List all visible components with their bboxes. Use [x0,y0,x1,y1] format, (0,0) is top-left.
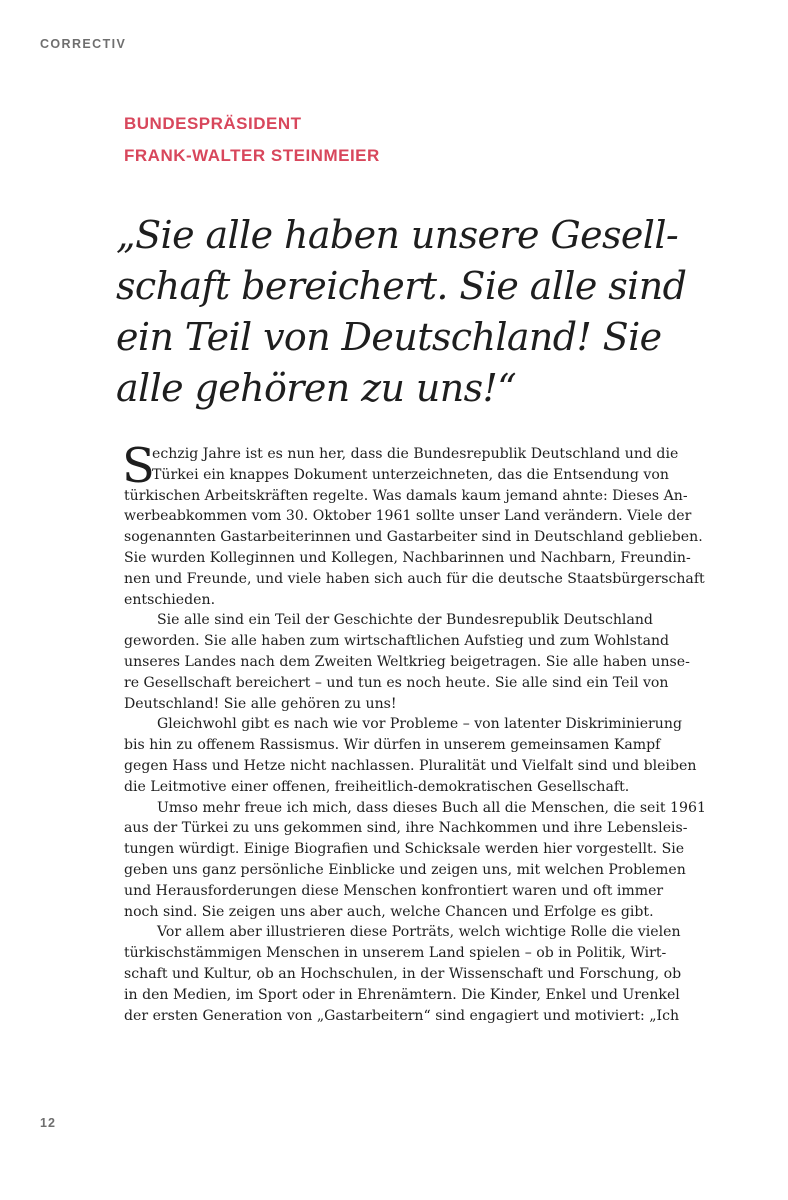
body-line: Türkei ein knappes Dokument unterzeichneten, das die Entsendung von [152,466,669,483]
body-line: echzig Jahre ist es nun her, dass die Bundesrepublik Deutschland und die [152,446,679,462]
body-line: geworden. Sie alle haben zum wirtschaftlichen Aufstieg und zum Wohlstand [124,633,670,650]
kicker-name: FRANK-WALTER STEINMEIER [124,146,380,165]
body-line: in den Medien, im Sport oder in Ehrenämtern. Die Kinder, Enkel und Urenkel [124,986,680,1003]
body-line: sogenannten Gastarbeiterinnen und Gastarbeiter sind in Deutschland geblieben. [124,529,703,546]
body-line: re Gesellschaft bereichert – und tun es noch heute. Sie alle sind ein Teil von [124,674,669,691]
headline-quote [116,210,766,414]
drop-cap: S [122,438,155,494]
body-line: Sie wurden Kolleginnen und Kollegen, Nachbarinnen und Nachbarn, Freundin- [124,549,691,566]
running-head: CORRECTIV [40,37,127,51]
body-line: die Leitmotive einer offenen, freiheitlich-demokratischen Gesellschaft. [124,778,630,795]
body-line: und Herausforderungen diese Menschen konfrontiert waren und oft immer [124,882,664,899]
body-line: der ersten Generation von „Gastarbeitern“ sind engagiert und motiviert: „Ich [124,1007,680,1024]
body-line: aus der Türkei zu uns gekommen sind, ihre Nachkommen und ihre Lebensleis- [124,820,688,837]
body-line: entschieden. [124,591,216,608]
headline-line: „Sie alle haben unsere Gesell- [116,213,679,257]
body-line: schaft und Kultur, ob an Hochschulen, in der Wissenschaft und Forschung, ob [124,965,682,982]
body-line: tungen würdigt. Einige Biografien und Schicksale werden hier vorgestellt. Sie [124,841,685,858]
body-line: türkischen Arbeitskräften regelte. Was damals kaum jemand ahnte: Dieses An- [124,487,688,504]
headline-line: alle gehören zu uns!“ [116,366,517,410]
body-line: Sie alle sind ein Teil der Geschichte der Bundesrepublik Deutschland [157,612,653,629]
body-line: Deutschland! Sie alle gehören zu uns! [124,695,397,712]
body-line: nen und Freunde, und viele haben sich auch für die deutsche Staatsbürgerschaft [124,570,705,587]
body-line: bis hin zu offenem Rassismus. Wir dürfen in unserem gemeinsamen Kampf [124,737,661,754]
body-line: türkischstämmigen Menschen in unserem Land spielen – ob in Politik, Wirt- [124,945,667,962]
kicker-title: BUNDESPRÄSIDENT [124,114,302,133]
body-line: Gleichwohl gibt es nach wie vor Probleme – von latenter Diskriminierung [157,716,682,733]
body-text [122,438,724,1026]
body-line: noch sind. Sie zeigen uns aber auch, welche Chancen und Erfolge es gibt. [124,903,654,920]
page-number: 12 [40,1116,56,1130]
body-line: unseres Landes nach dem Zweiten Weltkrieg beigetragen. Sie alle haben unse- [124,653,690,670]
body-line: geben uns ganz persönliche Einblicke und zeigen uns, mit welchen Problemen [124,861,686,878]
body-line: Vor allem aber illustrieren diese Porträts, welch wichtige Rolle die vielen [157,924,681,941]
body-line: gegen Hass und Hetze nicht nachlassen. Pluralität und Vielfalt sind und bleiben [124,757,697,774]
body-line: werbeabkommen vom 30. Oktober 1961 sollte unser Land verändern. Viele der [124,508,692,525]
headline-line: ein Teil von Deutschland! Sie [116,315,662,359]
author-kicker [124,108,380,172]
headline-line: schaft bereichert. Sie alle sind [116,264,687,308]
body-line: Umso mehr freue ich mich, dass dieses Buch all die Menschen, die seit 1961 [157,799,706,816]
